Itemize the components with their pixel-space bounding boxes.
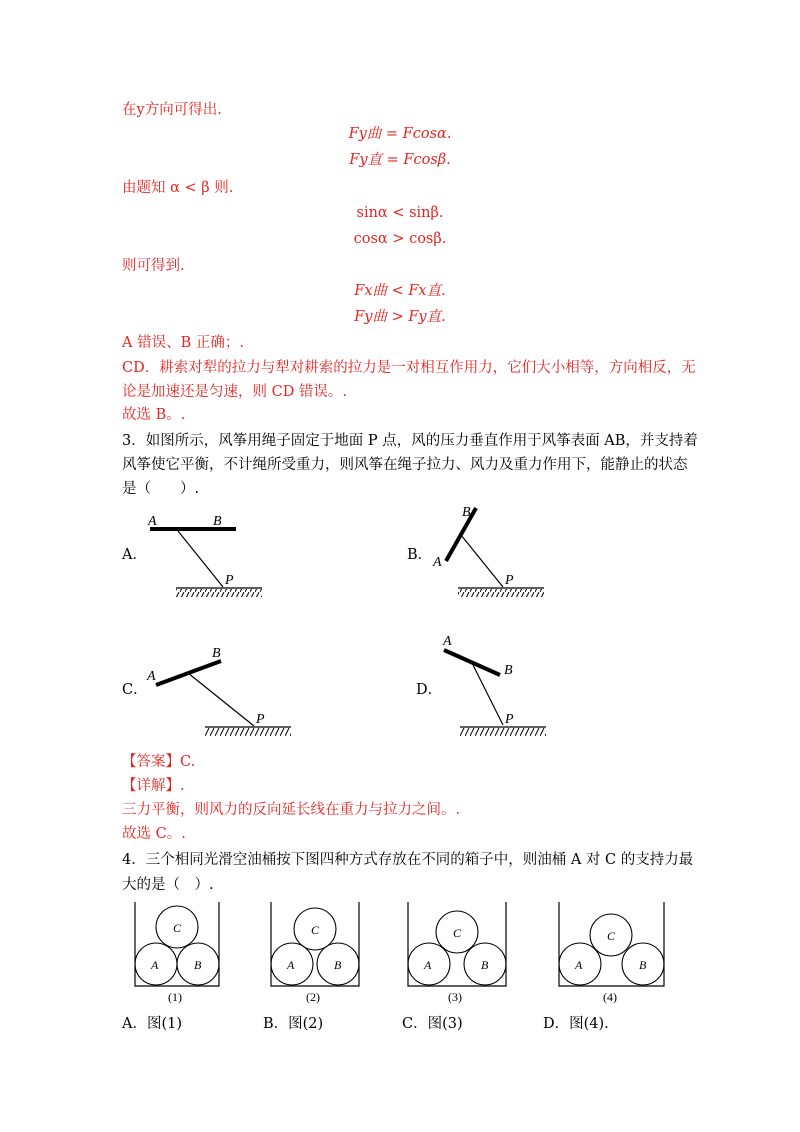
fig2-caption: (2) bbox=[306, 990, 320, 1004]
equation-sin: sinα < sinβ. bbox=[356, 205, 444, 221]
fig3-barrel-b: B bbox=[481, 958, 489, 972]
barrel-figure-1 bbox=[135, 902, 219, 1004]
fig1-barrel-c: C bbox=[173, 921, 182, 935]
fig-c-label-b: B bbox=[212, 646, 221, 661]
fig-b-label-p: P bbox=[505, 573, 514, 588]
fig-c-label-a: A bbox=[147, 669, 156, 684]
fig-d-label-p: P bbox=[505, 712, 514, 727]
fig-b-label-b: B bbox=[462, 505, 471, 520]
q4-option-b: B．图(2) bbox=[263, 1016, 324, 1032]
fig-d-label-b: B bbox=[504, 663, 513, 678]
equation-fx-compare: Fx曲 < Fx直. bbox=[354, 283, 446, 299]
fig-a-label-b: B bbox=[213, 514, 222, 529]
equation-cos: cosα > cosβ. bbox=[353, 231, 447, 247]
fig1-barrel-a: A bbox=[151, 958, 159, 972]
fig4-barrel-a: A bbox=[575, 958, 583, 972]
fig2-barrel-a: A bbox=[287, 958, 295, 972]
barrel-figure-2 bbox=[271, 902, 359, 1004]
fig1-barrel-b: B bbox=[194, 958, 202, 972]
fig3-barrel-a: A bbox=[424, 958, 432, 972]
q4-line2: 大的是（ ）. bbox=[122, 877, 214, 893]
q4-option-c: C．图(3) bbox=[402, 1016, 463, 1032]
fig2-barrel-b: B bbox=[334, 958, 342, 972]
fig2-barrel-c: C bbox=[311, 923, 320, 937]
obtain-line: 则可得到. bbox=[122, 258, 185, 274]
q3-option-c-label: C． bbox=[122, 682, 148, 698]
fig-c-label-p: P bbox=[256, 712, 265, 727]
y-direction-line: 在y方向可得出. bbox=[122, 102, 222, 118]
fig-a-label-a: A bbox=[148, 514, 157, 529]
ab-conclusion: A 错误、B 正确；. bbox=[122, 335, 244, 351]
q3-conclusion: 故选 C。. bbox=[122, 826, 186, 842]
q4-line1: 4．三个相同光滑空油桶按下图四种方式存放在不同的箱子中，则油桶 A 对 C 的支持力最 bbox=[122, 852, 694, 868]
fig4-caption: (4) bbox=[603, 990, 617, 1004]
fig3-caption: (3) bbox=[448, 990, 462, 1004]
fig4-barrel-c: C bbox=[607, 929, 616, 943]
q3-option-a-label: A． bbox=[122, 547, 147, 563]
q3-option-d-label: D． bbox=[416, 682, 443, 698]
fig-b-label-a: A bbox=[433, 555, 442, 570]
fig3-barrel-c: C bbox=[453, 926, 462, 940]
equation-fy-curve: Fy曲 = Fcosα. bbox=[348, 126, 452, 142]
equation-fy-compare: Fy曲 > Fy直. bbox=[354, 309, 446, 325]
fig4-barrel-b: B bbox=[639, 958, 647, 972]
q3-line3: 是（ ）. bbox=[122, 481, 200, 497]
q3-line1: 3．如图所示，风筝用绳子固定于地面 P 点，风的压力垂直作用于风筝表面 AB，并支持着 bbox=[122, 433, 698, 449]
fig1-caption: (1) bbox=[168, 990, 182, 1004]
answer-b-line: 故选 B。. bbox=[122, 407, 186, 423]
fig-a-label-p: P bbox=[225, 573, 234, 588]
barrel-figure-4 bbox=[559, 902, 664, 1004]
cd-explanation-line1: CD．耕索对犁的拉力与犁对耕索的拉力是一对相互作用力，它们大小相等，方向相反，无 bbox=[122, 360, 696, 376]
q3-explanation: 三力平衡，则风力的反向延长线在重力与拉力之间。. bbox=[122, 802, 461, 818]
q4-option-d: D．图(4). bbox=[543, 1016, 609, 1032]
given-line: 由题知 α < β 则. bbox=[122, 180, 234, 196]
q4-option-a: A．图(1) bbox=[122, 1016, 183, 1032]
fig-d-label-a: A bbox=[443, 634, 452, 649]
q3-option-b-label: B． bbox=[407, 547, 433, 563]
barrel-figure-3 bbox=[408, 902, 506, 1004]
q3-detail-label: 【详解】. bbox=[122, 778, 185, 794]
cd-explanation-line2: 论是加速还是匀速，则 CD 错误。. bbox=[122, 384, 348, 400]
equation-fy-straight: Fy直 = Fcosβ. bbox=[349, 152, 451, 168]
q3-line2: 风筝使它平衡，不计绳所受重力，则风筝在绳子拉力、风力及重力作用下，能静止的状态 bbox=[122, 457, 688, 473]
q3-answer: 【答案】C. bbox=[122, 754, 196, 770]
